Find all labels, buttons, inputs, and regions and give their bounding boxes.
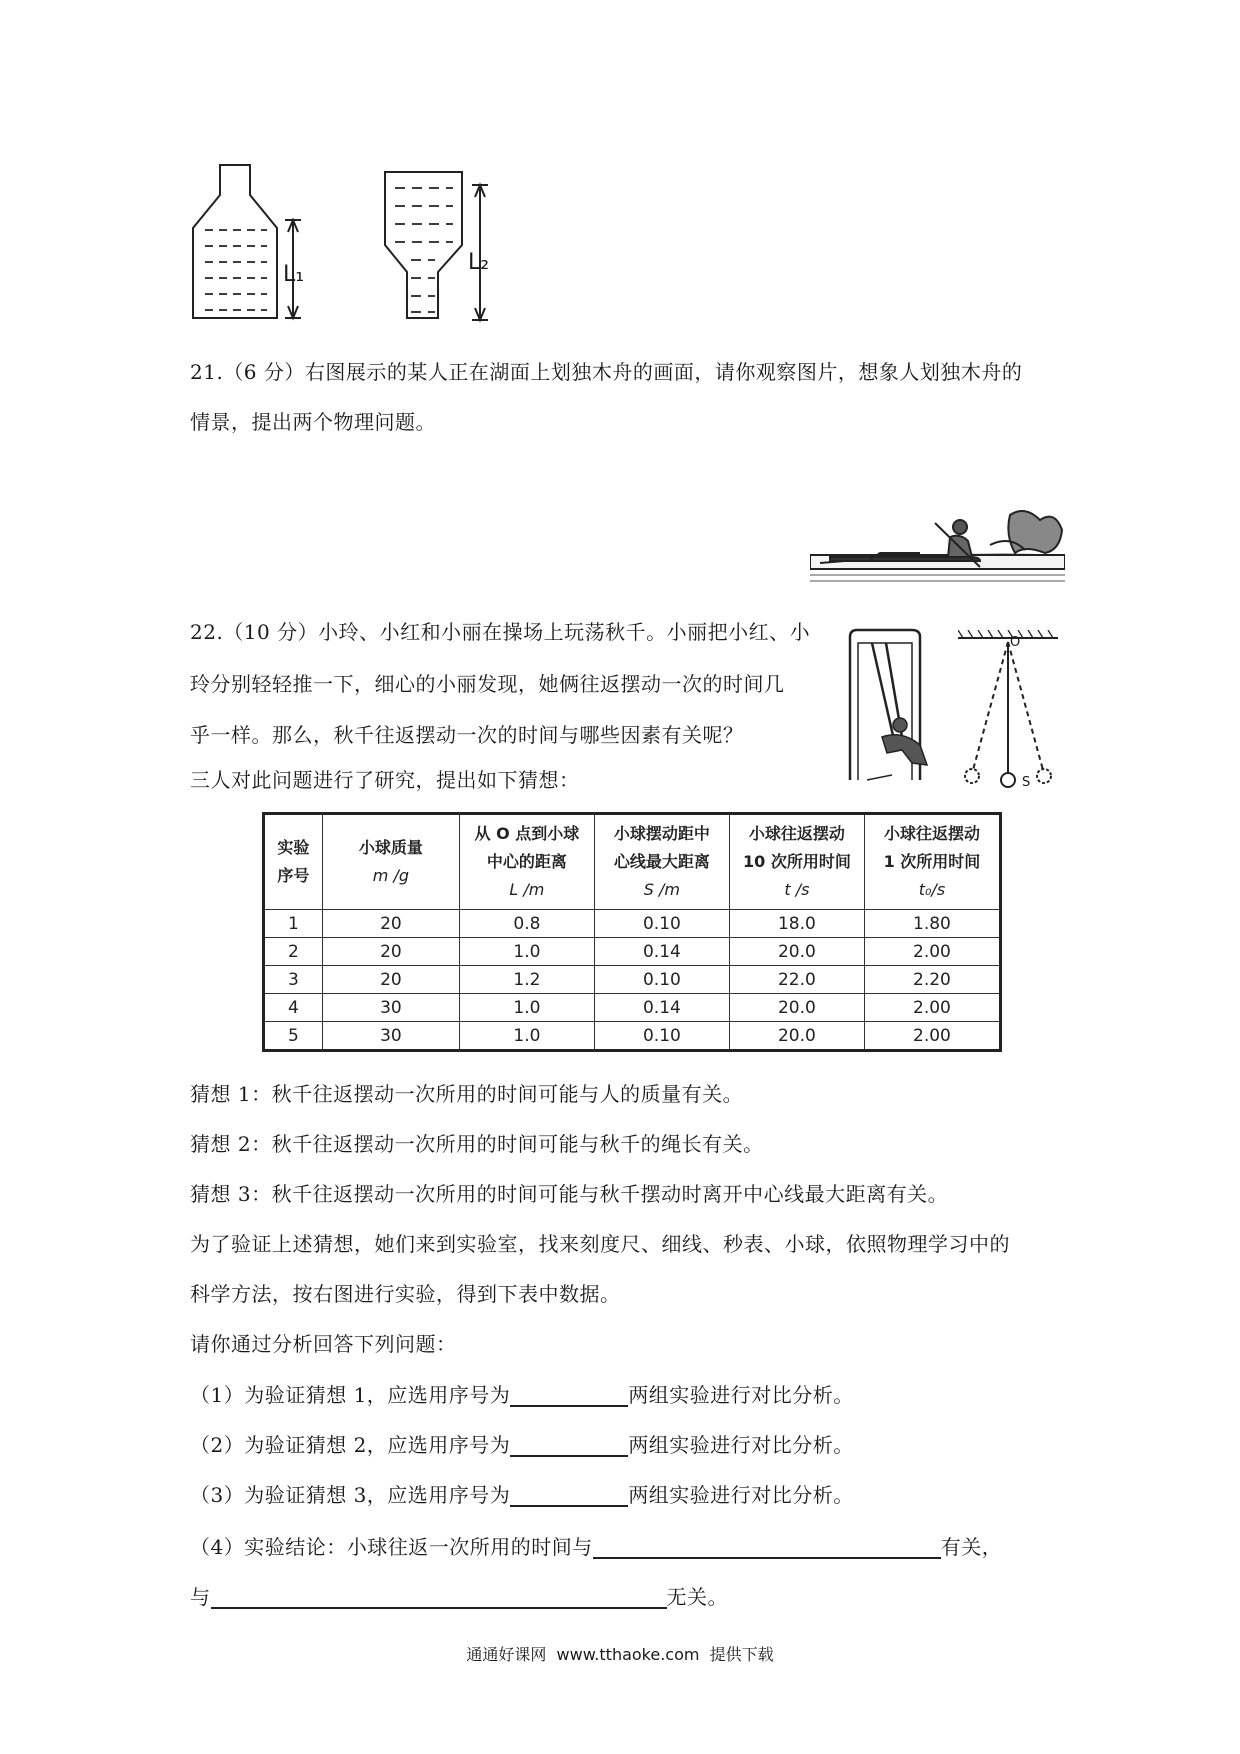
question-4: （4）实验结论：小球往返一次所用的时间与 有关， (190, 1535, 1003, 1559)
cell: 4 (264, 994, 323, 1022)
cell: 20.0 (729, 994, 864, 1022)
header-index: 实验 序号 (264, 814, 323, 910)
cell: 0.10 (594, 910, 729, 938)
canoe-illustration (810, 505, 1065, 585)
pendulum-illustration (958, 630, 1058, 790)
answer-blank-4a[interactable] (593, 1537, 941, 1559)
header-mass: 小球质量 m /g (322, 814, 459, 910)
cell: 2.20 (864, 966, 1000, 994)
cell: 1.80 (864, 910, 1000, 938)
header-length: 从 O 点到小球 中心的距离 L /m (459, 814, 594, 910)
answer-blank-4b[interactable] (211, 1587, 667, 1609)
header-amplitude: 小球摆动距中 心线最大距离 S /m (594, 814, 729, 910)
cell: 18.0 (729, 910, 864, 938)
answer-blank-1[interactable] (510, 1385, 628, 1407)
cell: 1.0 (459, 1022, 594, 1051)
q22-line3: 乎一样。那么，秋千往返摆动一次的时间与哪些因素有关呢？ (190, 723, 744, 747)
pendulum-s-label: S (1022, 775, 1031, 790)
cell: 22.0 (729, 966, 864, 994)
swing-illustration (842, 625, 952, 785)
page-footer: 通通好课网 www.tthaoke.com 提供下载 (466, 1645, 774, 1664)
table-header-row (264, 814, 1001, 910)
cell: 20.0 (729, 938, 864, 966)
cell: 20 (322, 938, 459, 966)
cell: 30 (322, 994, 459, 1022)
cell: 0.10 (594, 966, 729, 994)
q22-line1: 22.（10 分）小玲、小红和小丽在操场上玩荡秋千。小丽把小红、小 (190, 620, 811, 644)
hypothesis-3: 猜想 3：秋千往返摆动一次所用的时间可能与秋千摆动时离开中心线最大距离有关。 (190, 1182, 949, 1206)
cell: 1.0 (459, 938, 594, 966)
answer-blank-3[interactable] (510, 1485, 628, 1507)
cell: 20.0 (729, 1022, 864, 1051)
question-4-continued: 与 无关。 (190, 1585, 728, 1609)
cell: 2.00 (864, 994, 1000, 1022)
bottle-figures (185, 160, 515, 330)
q22-line4: 三人对此问题进行了研究，提出如下猜想： (190, 768, 580, 792)
cell: 0.14 (594, 994, 729, 1022)
cell: 5 (264, 1022, 323, 1051)
table-row (264, 938, 1001, 966)
question-3: （3）为验证猜想 3，应选用序号为 两组实验进行对比分析。 (190, 1483, 854, 1507)
cell: 2.00 (864, 1022, 1000, 1051)
question-2: （2）为验证猜想 2，应选用序号为 两组实验进行对比分析。 (190, 1433, 854, 1457)
cell: 0.8 (459, 910, 594, 938)
table-row (264, 966, 1001, 994)
header-time1: 小球往返摆动 1 次所用时间 t₀/s (864, 814, 1000, 910)
cell: 20 (322, 910, 459, 938)
cell: 2 (264, 938, 323, 966)
answer-blank-2[interactable] (510, 1435, 628, 1457)
cell: 0.14 (594, 938, 729, 966)
l2-label: L₂ (468, 250, 490, 275)
cell: 20 (322, 966, 459, 994)
cell: 3 (264, 966, 323, 994)
method-line2: 科学方法，按右图进行实验，得到下表中数据。 (190, 1282, 621, 1306)
cell: 1.2 (459, 966, 594, 994)
pendulum-o-label: O (1010, 635, 1021, 650)
l1-label: L₁ (283, 262, 305, 287)
cell: 2.00 (864, 938, 1000, 966)
table-row (264, 1022, 1001, 1051)
table-row (264, 910, 1001, 938)
method-line1: 为了验证上述猜想，她们来到实验室，找来刻度尺、细线、秒表、小球，依照物理学习中的 (190, 1232, 1010, 1256)
question-1: （1）为验证猜想 1，应选用序号为 两组实验进行对比分析。 (190, 1383, 854, 1407)
table-row (264, 994, 1001, 1022)
cell: 30 (322, 1022, 459, 1051)
header-time10: 小球往返摆动 10 次所用时间 t /s (729, 814, 864, 910)
cell: 0.10 (594, 1022, 729, 1051)
cell: 1.0 (459, 994, 594, 1022)
q21-line1: 21.（6 分）右图展示的某人正在湖面上划独木舟的画面，请你观察图片，想象人划独木舟的 (190, 360, 1023, 384)
cell: 1 (264, 910, 323, 938)
hypothesis-2: 猜想 2：秋千往返摆动一次所用的时间可能与秋千的绳长有关。 (190, 1132, 764, 1156)
q22-line2: 玲分别轻轻推一下，细心的小丽发现，她俩往返摆动一次的时间几 (190, 672, 785, 696)
experiment-table (262, 812, 1002, 1052)
method-line3: 请你通过分析回答下列问题： (190, 1332, 457, 1356)
q21-line2: 情景，提出两个物理问题。 (190, 410, 436, 434)
hypothesis-1: 猜想 1：秋千往返摆动一次所用的时间可能与人的质量有关。 (190, 1082, 744, 1106)
